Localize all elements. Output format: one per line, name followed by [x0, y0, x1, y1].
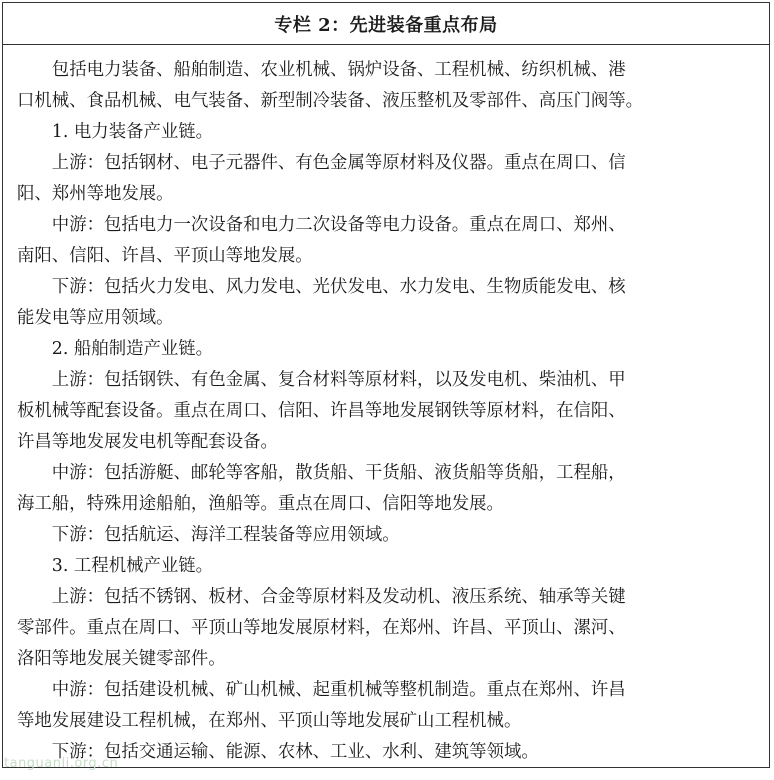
paragraph-line: 海工船，特殊用途船舶，渔船等。重点在周口、信阳等地发展。 [17, 494, 504, 514]
paragraph [17, 210, 759, 272]
paragraph-line: 零部件。重点在周口、平顶山等地发展原材料，在郑州、许昌、平顶山、漯河、 [17, 618, 626, 638]
paragraph-line: 1. 电力装备产业链。 [51, 122, 214, 142]
paragraph-line: 口机械、食品机械、电气装备、新型制冷装备、液压整机及零部件、高压门阀等。 [17, 91, 644, 111]
paragraph-line: 包括电力装备、船舶制造、农业机械、锅炉设备、工程机械、纺织机械、港 [51, 60, 626, 80]
paragraph [17, 551, 759, 582]
paragraph [17, 582, 759, 675]
paragraph-line: 2. 船舶制造产业链。 [51, 339, 214, 359]
paragraph-line: 南阳、信阳、许昌、平顶山等地发展。 [17, 246, 313, 266]
paragraph [17, 148, 759, 210]
box-body [3, 45, 769, 768]
paragraph-line: 洛阳等地发展关键零部件。 [17, 649, 226, 669]
paragraph [17, 675, 759, 737]
paragraph [17, 737, 759, 768]
paragraph-line: 上游：包括不锈钢、板材、合金等原材料及发动机、液压系统、轴承等关键 [51, 587, 626, 607]
paragraph [17, 334, 759, 365]
paragraph-line: 上游：包括钢材、电子元器件、有色金属等原材料及仪器。重点在周口、信 [51, 153, 626, 173]
watermark-text: tanguanli.org.cn [4, 756, 119, 771]
paragraph-line: 上游：包括钢铁、有色金属、复合材料等原材料，以及发电机、柴油机、甲 [51, 370, 626, 390]
paragraph-line: 能发电等应用领域。 [17, 308, 174, 328]
paragraph [17, 117, 759, 148]
paragraph-line: 中游：包括游艇、邮轮等客船，散货船、干货船、液货船等货船，工程船， [51, 463, 626, 483]
paragraph [17, 365, 759, 458]
paragraph-line: 下游：包括航运、海洋工程装备等应用领域。 [51, 525, 400, 545]
paragraph-line: 阳、郑州等地发展。 [17, 184, 174, 204]
paragraph-line: 下游：包括火力发电、风力发电、光伏发电、水力发电、生物质能发电、核 [51, 277, 626, 297]
paragraph [17, 272, 759, 334]
paragraph-line: 等地发展建设工程机械，在郑州、平顶山等地发展矿山工程机械。 [17, 711, 522, 731]
paragraph-line: 下游：包括交通运输、能源、农林、工业、水利、建筑等领域。 [51, 742, 539, 762]
paragraph-line: 板机械等配套设备。重点在周口、信阳、许昌等地发展钢铁等原材料，在信阳、 [17, 401, 626, 421]
paragraph-line: 中游：包括电力一次设备和电力二次设备等电力设备。重点在周口、郑州、 [51, 215, 626, 235]
paragraph [17, 520, 759, 551]
paragraph-line: 3. 工程机械产业链。 [51, 556, 214, 576]
paragraph [17, 458, 759, 520]
paragraph [17, 55, 759, 117]
box-title: 专栏 2：先进装备重点布局 [3, 3, 769, 45]
paragraph-line: 中游：包括建设机械、矿山机械、起重机械等整机制造。重点在郑州、许昌 [51, 680, 626, 700]
paragraph-line: 许昌等地发展发电机等配套设备。 [17, 432, 278, 452]
feature-box [2, 2, 770, 768]
